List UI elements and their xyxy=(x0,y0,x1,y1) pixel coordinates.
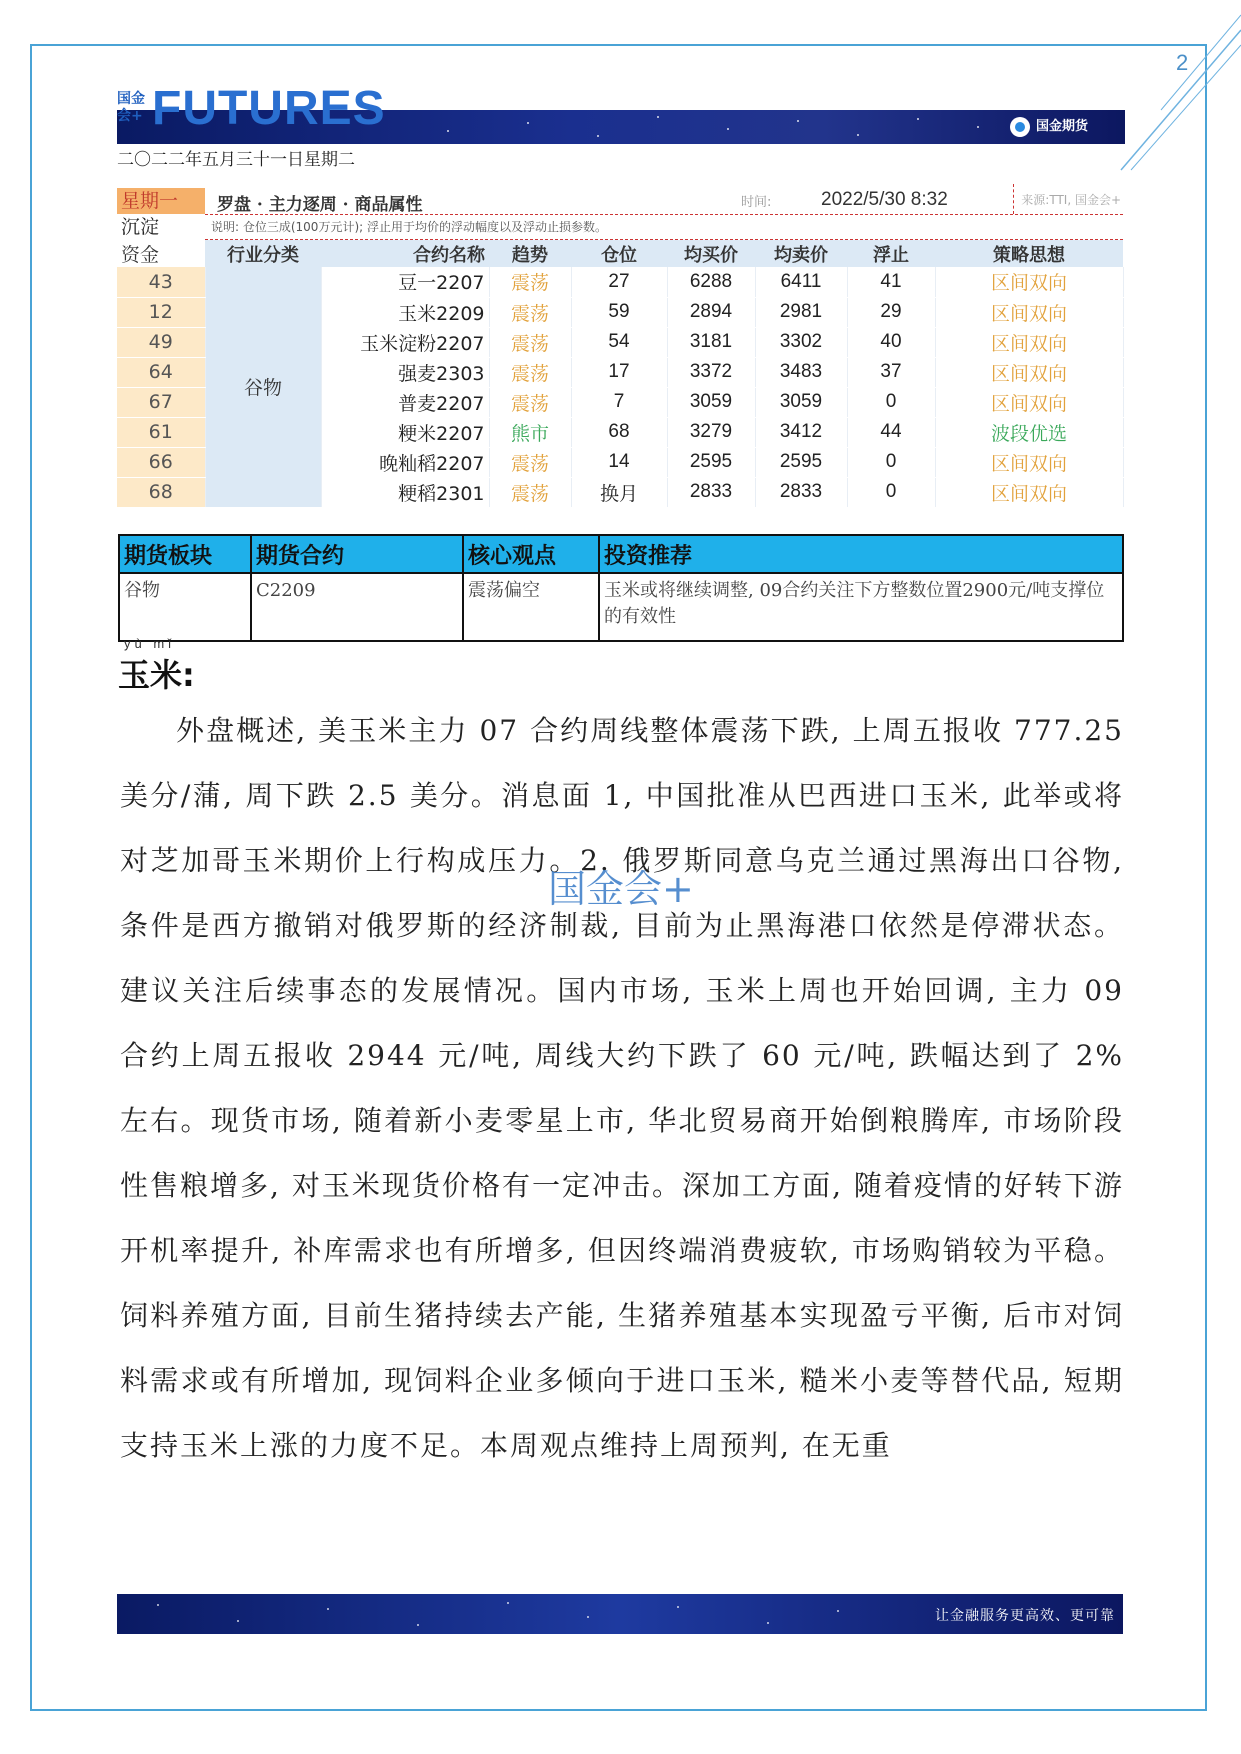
fund-label: 资金 xyxy=(117,240,205,267)
strategy: 区间双向 xyxy=(935,297,1123,327)
col-header: 策略思想 xyxy=(935,240,1123,267)
fund-value: 12 xyxy=(117,297,205,327)
source-label: 来源:TTI, 国金会+ xyxy=(1021,193,1121,207)
float-stop: 40 xyxy=(847,327,935,357)
contract-name: 强麦2303 xyxy=(321,357,489,387)
strategy: 区间双向 xyxy=(935,357,1123,387)
strategy: 区间双向 xyxy=(935,267,1123,297)
position: 17 xyxy=(571,357,667,387)
position: 27 xyxy=(571,267,667,297)
footer-banner xyxy=(117,1594,1123,1634)
float-stop: 29 xyxy=(847,297,935,327)
recommendation-cell: 玉米或将继续调整, 09合约关注下方整数位置2900元/吨支撑位的有效性 xyxy=(599,573,1123,641)
float-stop: 41 xyxy=(847,267,935,297)
contract-name: 粳米2207 xyxy=(321,417,489,447)
trend: 震荡 xyxy=(489,297,571,327)
table-note: 说明: 仓位三成(100万元计); 浮止用于均价的浮动幅度以及浮动止损参数。 xyxy=(211,220,607,234)
col-header: 核心观点 xyxy=(463,535,599,573)
table-row xyxy=(117,267,1123,297)
body-paragraph: 外盘概述, 美玉米主力 07 合约周线整体震荡下跌, 上周五报收 777.25 美分/蒲, 周下跌 2.5 美分。消息面 1, 中国批准从巴西进口玉米, 此举或将对芝加哥玉米期价上行构成压力。2. 俄罗斯同意乌克兰通过黑海出口谷物, 条件是西方撤销对俄罗斯的经济制裁, 目前为止黑海港口依然是停滞状态。建议关注后续事态的发展情况。国内市场, 玉米上周也开始回调, 主力 09 合约上周五报收 2944 元/吨, 周线大约下跌了 60 元/吨, 跌幅达到了 2%左右。现货市场, 随着新小麦零星上市, 华北贸易商开始倒粮腾库, 市场阶段性售粮增多, 对玉米现货价格有一定冲击。深加工方面, 随着疫情的好转下游开机率提升, 补库需求也有所增多, 但因终端消费疲软, 市场购销较为平稳。饲料养殖方面, 目前生猪持续去产能, 生猪养殖基本实现盈亏平衡, 后市对饲料需求或有所增加, 现饲料企业多倾向于进口玉米, 糙米小麦等替代品, 短期支持玉米上涨的力度不足。本周观点维持上周预判, 在无重 xyxy=(120,714,1124,1462)
avg-sell: 2981 xyxy=(755,297,847,327)
col-header: 合约名称 xyxy=(321,240,489,267)
avg-sell: 3483 xyxy=(755,357,847,387)
contract-name: 玉米2209 xyxy=(321,297,489,327)
float-stop: 0 xyxy=(847,477,935,507)
avg-buy: 2595 xyxy=(667,447,755,477)
col-header: 行业分类 xyxy=(205,240,321,267)
avg-buy: 6288 xyxy=(667,267,755,297)
section-heading: 玉米: xyxy=(118,656,195,694)
time-value: 2022/5/30 8:32 xyxy=(821,189,948,210)
strategy: 区间双向 xyxy=(935,477,1123,507)
table-title: 罗盘 · 主力逐周 · 商品属性 xyxy=(217,195,423,215)
strategy: 区间双向 xyxy=(935,447,1123,477)
contract-cell: C2209 xyxy=(251,573,463,641)
col-header: 投资推荐 xyxy=(599,535,1123,573)
trend: 震荡 xyxy=(489,387,571,417)
view-cell: 震荡偏空 xyxy=(463,573,599,641)
position: 59 xyxy=(571,297,667,327)
brand-name-en: SINOLINK FUTURES xyxy=(1128,649,1194,656)
position: 7 xyxy=(571,387,667,417)
avg-buy: 3372 xyxy=(667,357,755,387)
avg-buy: 3181 xyxy=(667,327,755,357)
table-row xyxy=(119,573,1123,641)
footer-slogan: 让金融服务更高效、更可靠 xyxy=(935,1608,1115,1624)
position: 54 xyxy=(571,327,667,357)
col-header: 仓位 xyxy=(571,240,667,267)
sector-cell: 谷物 xyxy=(119,573,251,641)
trend: 震荡 xyxy=(489,477,571,507)
position: 14 xyxy=(571,447,667,477)
avg-sell: 6411 xyxy=(755,267,847,297)
industry-cell: 谷物 xyxy=(205,267,321,507)
trend: 震荡 xyxy=(489,327,571,357)
contract-name: 豆一2207 xyxy=(321,267,489,297)
trend: 震荡 xyxy=(489,447,571,477)
logo-futures: FUTURES xyxy=(152,82,386,135)
brand-name-cn: 国金期货 xyxy=(1036,119,1089,134)
position: 68 xyxy=(571,417,667,447)
fund-value: 66 xyxy=(117,447,205,477)
pinyin-annotation: yù mǐ xyxy=(124,636,176,651)
col-header: 期货板块 xyxy=(119,535,251,573)
avg-sell: 3059 xyxy=(755,387,847,417)
page-number: 2 xyxy=(1176,50,1189,75)
avg-sell: 3302 xyxy=(755,327,847,357)
time-label: 时间: xyxy=(741,195,772,210)
avg-buy: 2833 xyxy=(667,477,755,507)
col-header: 均买价 xyxy=(667,240,755,267)
contract-name: 普麦2207 xyxy=(321,387,489,417)
avg-sell: 3412 xyxy=(755,417,847,447)
float-stop: 0 xyxy=(847,387,935,417)
avg-buy: 3059 xyxy=(667,387,755,417)
strategy: 区间双向 xyxy=(935,387,1123,417)
position: 换月 xyxy=(571,477,667,507)
col-header: 趋势 xyxy=(489,240,571,267)
avg-buy: 2894 xyxy=(667,297,755,327)
float-stop: 44 xyxy=(847,417,935,447)
sink-label: 沉淀 xyxy=(121,216,160,238)
float-stop: 37 xyxy=(847,357,935,387)
fund-value: 68 xyxy=(117,477,205,507)
contract-name: 玉米淀粉2207 xyxy=(321,327,489,357)
table-title-row xyxy=(205,188,1123,215)
fund-value: 43 xyxy=(117,267,205,297)
fund-value: 67 xyxy=(117,387,205,417)
avg-sell: 2833 xyxy=(755,477,847,507)
fund-value: 64 xyxy=(117,357,205,387)
fund-value: 49 xyxy=(117,327,205,357)
float-stop: 0 xyxy=(847,447,935,477)
strategy: 区间双向 xyxy=(935,327,1123,357)
weekday-label: 星期一 xyxy=(117,188,205,214)
report-date: 二〇二二年五月三十一日星期二 xyxy=(117,150,355,170)
fund-value: 61 xyxy=(117,417,205,447)
col-header: 浮止 xyxy=(847,240,935,267)
watermark: 国金会+ xyxy=(548,867,694,911)
recommendation-table xyxy=(118,534,1124,642)
strategy: 波段优选 xyxy=(935,417,1123,447)
contract-grid xyxy=(117,240,1124,508)
trend: 震荡 xyxy=(489,357,571,387)
corner-decoration xyxy=(1101,0,1241,180)
trend: 熊市 xyxy=(489,417,571,447)
trend: 震荡 xyxy=(489,267,571,297)
avg-buy: 3279 xyxy=(667,417,755,447)
avg-sell: 2595 xyxy=(755,447,847,477)
contract-name: 粳稻2301 xyxy=(321,477,489,507)
col-header: 期货合约 xyxy=(251,535,463,573)
logo-cn: 国金会+ xyxy=(117,91,145,124)
brand-icon xyxy=(1010,117,1030,137)
col-header: 均卖价 xyxy=(755,240,847,267)
contract-name: 晚籼稻2207 xyxy=(321,447,489,477)
